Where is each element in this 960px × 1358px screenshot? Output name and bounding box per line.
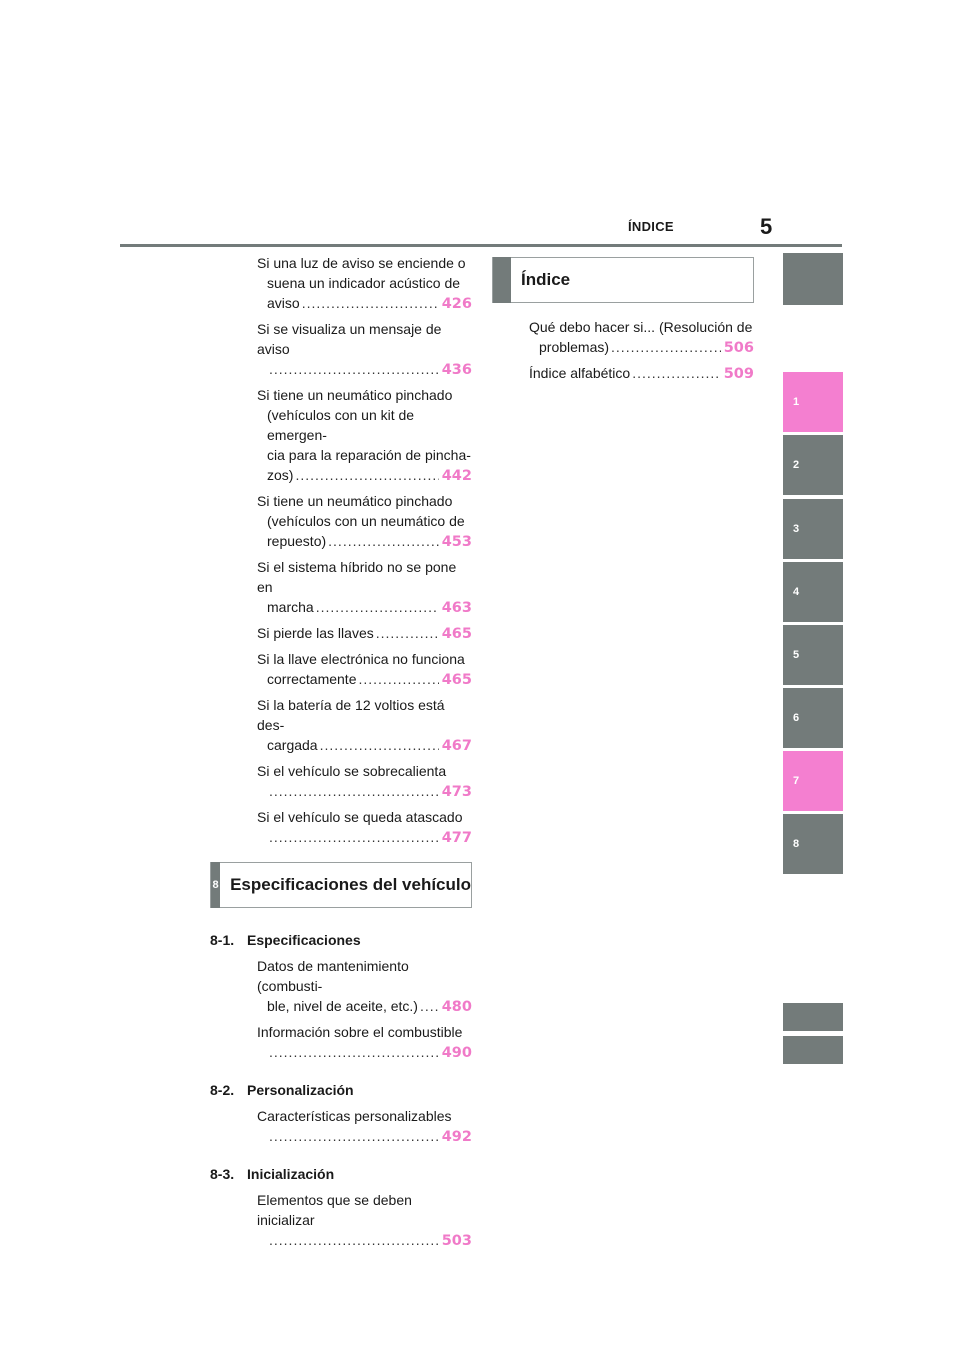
toc-list-index — [492, 317, 754, 384]
section-header-specs[interactable] — [210, 862, 472, 908]
page-link[interactable]: 503 — [441, 1233, 472, 1249]
leader-dots — [269, 1042, 439, 1062]
toc-entry-leader — [257, 1042, 472, 1063]
toc-entry-text: Si una luz de aviso se enciende o — [257, 255, 466, 271]
subsection-heading[interactable] — [210, 1080, 472, 1100]
toc-entry-leader — [257, 597, 472, 618]
leader-dots — [420, 996, 439, 1016]
toc-entry-text: Elementos que se deben inicializar — [257, 1192, 412, 1228]
side-tab-label: 7 — [793, 775, 800, 787]
toc-entry-leader — [257, 465, 472, 486]
side-tab-7[interactable] — [783, 751, 843, 811]
toc-entry-text: correctamente — [267, 671, 357, 687]
toc-entry-text: Índice alfabético — [529, 365, 631, 381]
page-link[interactable]: 465 — [441, 626, 472, 642]
side-tab-6[interactable] — [783, 688, 843, 748]
page-link[interactable]: 463 — [441, 600, 472, 616]
section-header-index[interactable] — [492, 257, 754, 303]
page-link[interactable]: 442 — [441, 468, 472, 484]
leader-dots — [302, 293, 439, 313]
toc-entry-leader — [257, 735, 472, 756]
page-link[interactable]: 477 — [441, 830, 472, 846]
toc-entry-leader — [257, 623, 472, 644]
page-number: 5 — [760, 214, 773, 239]
side-tab-2[interactable] — [783, 435, 843, 495]
toc-entry-text: marcha — [267, 599, 314, 615]
left-column — [210, 253, 472, 1264]
leader-dots — [611, 337, 721, 357]
leader-dots — [320, 735, 439, 755]
subsection-title: Inicialización — [247, 1166, 335, 1182]
leader-dots — [632, 363, 721, 383]
leader-dots — [269, 1126, 439, 1146]
toc-entry[interactable] — [210, 695, 472, 756]
toc-entry[interactable] — [210, 253, 472, 314]
toc-entry-text: (vehículos con un kit de emergen- — [267, 407, 415, 443]
toc-entry-text: ble, nivel de aceite, etc.) — [267, 998, 418, 1014]
toc-entry[interactable] — [210, 1106, 472, 1147]
side-tab-1[interactable] — [783, 372, 843, 432]
page-link[interactable]: 426 — [441, 296, 472, 312]
leader-dots — [269, 827, 439, 847]
toc-entry-text: (vehículos con un neumático de — [267, 513, 465, 529]
toc-entry-text: Si la llave electrónica no funciona — [257, 651, 465, 667]
toc-entry-text: problemas) — [539, 339, 610, 355]
toc-entry-leader — [257, 1126, 472, 1147]
page-link[interactable]: 473 — [441, 784, 472, 800]
toc-entry-text: repuesto) — [267, 533, 327, 549]
leader-dots — [269, 781, 439, 801]
toc-entry-text: cia para la reparación de pincha- — [267, 447, 471, 463]
subsection-title: Especificaciones — [247, 932, 361, 948]
leader-dots — [376, 623, 439, 643]
side-tab-3[interactable] — [783, 499, 843, 559]
toc-entry-leader — [257, 531, 472, 552]
side-tab-label: 3 — [793, 523, 800, 535]
section-title: Índice — [521, 270, 571, 289]
toc-entry[interactable] — [210, 649, 472, 690]
toc-entry-text: Si tiene un neumático pinchado — [257, 493, 453, 509]
subsection-title: Personalización — [247, 1082, 354, 1098]
toc-entry-text: zos) — [267, 467, 294, 483]
side-tab-label: 6 — [793, 712, 800, 724]
toc-entry-leader — [257, 669, 472, 690]
side-tab-5[interactable] — [783, 625, 843, 685]
toc-entry-text: Si la batería de 12 voltios está des- — [257, 697, 445, 733]
toc-entry[interactable] — [210, 385, 472, 486]
toc-entry-text: suena un indicador acústico de — [267, 275, 461, 291]
leader-dots — [269, 359, 439, 379]
toc-entry[interactable] — [210, 956, 472, 1017]
side-tab-blank[interactable] — [783, 1036, 843, 1064]
page-link[interactable]: 490 — [441, 1045, 472, 1061]
page-link[interactable]: 436 — [441, 362, 472, 378]
toc-entry[interactable] — [210, 761, 472, 802]
section-tab-number: 8 — [211, 862, 220, 908]
subsection-heading[interactable] — [210, 1164, 472, 1184]
toc-entry-text: Características personalizables — [257, 1108, 452, 1124]
side-tab-blank[interactable] — [783, 253, 843, 305]
side-tab-blank[interactable] — [783, 1003, 843, 1031]
side-tab-label: 8 — [793, 838, 800, 850]
header-rule — [120, 244, 842, 247]
toc-entry-leader — [257, 996, 472, 1017]
right-column — [492, 257, 754, 389]
toc-entry-leader — [529, 337, 754, 358]
toc-entry[interactable] — [210, 807, 472, 848]
header-title: ÍNDICE — [628, 219, 674, 234]
toc-entry[interactable] — [492, 363, 754, 384]
toc-entry-text: Si tiene un neumático pinchado — [257, 387, 453, 403]
toc-entry[interactable] — [210, 557, 472, 618]
toc-entry-text: Si el vehículo se queda atascado — [257, 809, 463, 825]
side-tab-label: 2 — [793, 459, 800, 471]
side-tab-label: 1 — [793, 396, 800, 408]
toc-entry-leader — [257, 1230, 472, 1251]
toc-subsections — [210, 930, 472, 1264]
side-tab-label: 4 — [793, 586, 800, 598]
toc-entry-leader — [257, 827, 472, 848]
page-link[interactable]: 509 — [723, 366, 754, 382]
toc-entry[interactable] — [210, 319, 472, 380]
toc-entry-text: aviso — [267, 295, 300, 311]
page-link[interactable]: 480 — [441, 999, 472, 1015]
section-tab-blank — [493, 257, 511, 303]
toc-entry-text: Qué debo hacer si... (Resolución de — [529, 319, 753, 335]
toc-entry[interactable] — [210, 623, 472, 644]
toc-entry-leader — [257, 293, 472, 314]
toc-entry-text: Información sobre el combustible — [257, 1024, 463, 1040]
subsection-number: 8-2. — [210, 1082, 235, 1098]
toc-entry-text: Si el sistema híbrido no se pone en — [257, 559, 457, 595]
toc-entry[interactable] — [492, 317, 754, 358]
side-tab-label: 5 — [793, 649, 800, 661]
toc-list-top — [210, 253, 472, 848]
toc-entry[interactable] — [210, 1190, 472, 1251]
toc-entry-leader — [257, 359, 472, 380]
page-link[interactable]: 465 — [441, 672, 472, 688]
toc-entry-text: cargada — [267, 737, 318, 753]
page-link[interactable]: 492 — [441, 1129, 472, 1145]
side-tab-8[interactable] — [783, 814, 843, 874]
page-link[interactable]: 453 — [441, 534, 472, 550]
page-link[interactable]: 467 — [441, 738, 472, 754]
leader-dots — [269, 1230, 439, 1250]
leader-dots — [295, 465, 438, 485]
leader-dots — [358, 669, 438, 689]
toc-entry-text: Si pierde las llaves — [257, 625, 374, 641]
page-link[interactable]: 506 — [723, 340, 754, 356]
toc-entry-leader — [529, 363, 754, 384]
toc-entry-text: Si el vehículo se sobrecalienta — [257, 763, 447, 779]
toc-entry-leader — [257, 781, 472, 802]
subsection-number: 8-1. — [210, 932, 235, 948]
toc-entry[interactable] — [210, 1022, 472, 1063]
side-tab-4[interactable] — [783, 562, 843, 622]
section-title: Especificaciones del vehículo — [230, 875, 471, 894]
toc-entry-text: Datos de mantenimiento (combusti- — [257, 958, 409, 994]
toc-entry[interactable] — [210, 491, 472, 552]
toc-entry-text: Si se visualiza un mensaje de aviso — [257, 321, 442, 357]
subsection-number: 8-3. — [210, 1166, 235, 1182]
leader-dots — [328, 531, 439, 551]
leader-dots — [316, 597, 439, 617]
subsection-heading[interactable] — [210, 930, 472, 950]
